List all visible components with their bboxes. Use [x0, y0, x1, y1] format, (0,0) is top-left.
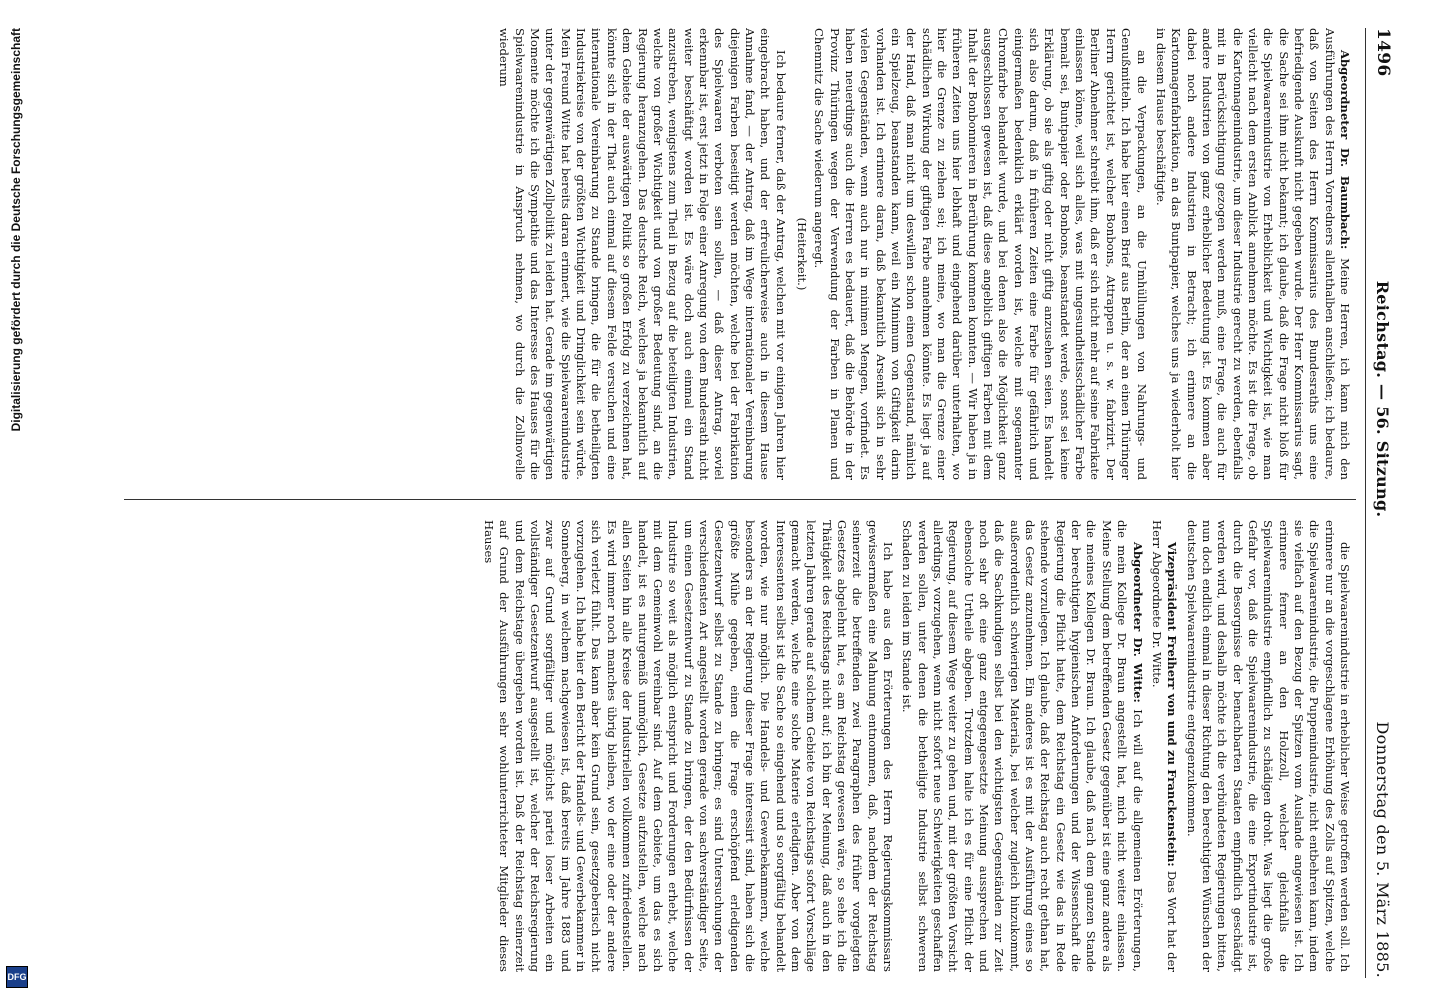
- speaker-name: Vizepräsident Freiherr von und zu Franckenstein:: [1165, 542, 1180, 871]
- paragraph-text: Ich will auf die allgemeinen Erörterungen, die mein Kollege Dr. Braun angestellt hat, mich nicht weiter einlassen. Meine Stellung dem betreffenden Gesetz gegenüber ist eine ganz andere als die meines Kollegen Dr. Braun. Ich glaube, daß nach dem ganzen Stande der berechtigten hygienischen Anforderungen und der Wissenschaft die Regierung die Pflicht hatte, dem Reichstag ein Gesetz wie das in Rede stehende vorzulegen. Ich glaube, daß der Reichstag auch recht gethan hat, das Gesetz anzunehmen. Ein anderes ist es mit der Ausführung eines so außerordentlich schwierigen Materials, bei welcher zugleich hinzukommt, daß die Sachkundigen selbst bei den wichtigsten Gegenständen zur Zeit noch sehr oft eine ganz entgegengesetzte Meinung aussprechen und ebensolche Urtheile abgeben. Trotzdem halte ich es für eine Pflicht der Regierung, auf diesem Wege weiter zu gehen und, mit der größten Vorsicht allerdings, vorzugehen, wenn nicht sofort neue Schwierigkeiten geschaffen werden sollen, unter denen die betheiligte Industrie selbst schweren Schaden zu leiden im Stande ist.: [900, 520, 1145, 972]
- paragraph: [811, 28, 1149, 480]
- stage-direction: (Heiterkeit.): [794, 217, 809, 291]
- page-date: Donnerstag den 5. März 1885.: [1373, 721, 1393, 978]
- scanned-page: [110, 28, 1400, 978]
- column-divider: [124, 499, 1356, 500]
- header-rule: [1365, 28, 1366, 978]
- paragraph: [481, 520, 895, 972]
- paragraph: [1153, 28, 1352, 480]
- speaker-name: Abgeordneter Dr. Witte:: [1130, 542, 1145, 710]
- right-column: [124, 520, 1356, 972]
- dfg-logo: DFG: [6, 966, 28, 988]
- paragraph-text: Das Wort hat der Herr Abgeordnete Dr. Witte.: [1149, 520, 1180, 972]
- paragraph-text: Ich bedaure ferner, daß der Antrag, welchen mit vor einigen Jahren hier eingebracht haben, und der erfreulicherweise auch in diesem Hause Annahme fand, — der Antrag, daß im Wege internationaler Vereinbarung diejenigen Farben beseitigt werden möchten, welche bei der Fabrikation des Spielwaaren verboten sein sollen, — daß dieser Antrag, soviel erkennbar ist, erst jetzt in Folge einer Anregung von dem Bundesrath nicht weiter beschäftigt worden ist. Es wäre doch auch einmal ein Stand anzustreben, wenigstens zum Theil in Bezug auf die beteiligten Industrien, welche von großer Wichtigkeit und von großer Bedeutung sind, an die Regierung heranzugehen. Das deutsche Reich, welches ja bekanntlich auf dem Gebiete der auswärtigen Politik so großen Erfolg zu verzeichnen hat, könnte sich in der That auch einmal auf diesem Felde versuchen und eine internationale Vereinbarung zu Stande bringen, die für die betheiligten Industriekreise von der größten Wichtigkeit und Dringlichkeit sein würde. Mein Freund Witte hat bereits daran erinnert, wie die Spielwaarenindustrie unter der gegenwärtigen Zollpolitik zu leiden hat. Gerade im gegenwärtigen Momente möchte ich die Sympathie und das Interesse des Hauses für die Spielwaarenindustrie in Anspruch nehmen, wo durch die Zollnovelle wiederum: [497, 28, 788, 480]
- paragraph-text: an die Verpackungen, an die Umhüllungen von Nahrungs- und Genußmitteln. Ich habe hier einen Brief aus Berlin, der an einen Thüringer Herrn gerichtet ist, welcher Bonbons, Attrappen u. s. w. fabrizirt. Der Berliner Abnehmer schreibt ihm, daß er sich nicht mehr auf seine Fabrikate einlassen könne, weil sich alles, was mit ungesundheitsschädlicher Farbe bemalt sei, Buntpapier oder Bonbons, beanstandet werde, sonst sei keine Erklärung, ob sie als giftig oder nicht giftig anzusehen seien. Es handelt sich also darum, daß in früheren Zeiten eine Farbe für gefährlich und einigermaßen bedenklich erklärt worden ist, welche mit sogenannter Chromfarbe behandelt wurde, und bei denen also die Möglichkeit ganz ausgeschlossen gewesen ist, daß diese angeblich giftigen Farben mit dem Inhalt der Bonbonnieren in Berührung kommen konnten. — Wir haben ja in früheren Zeiten uns hier lebhaft und eingehend darüber unterhalten, wo hier die Grenze zu ziehen sei; ich meine, wo man die Grenze einer schädlichen Wirkung der giftigen Farbe annehmen könnte. Es liegt ja auf der Hand, daß man nicht um deswillen schon einen Gegenstand, nämlich ein Spielzeug, beanstanden kann, weil ein Minimum von Giftigkeit darin vorhanden ist. Ich erinnere daran, daß bekanntlich Arsenik sich in sehr vielen Gegenständen, wenn auch nur in minimen Mengen, vorfindet. Es haben neuerdings auch die Herren es bedauert, daß die Behörde in der Provinz Thüringen wegen der Verwendung der Farben in Planen und Chemnitz die Sache wiederum angeregt.: [812, 28, 1149, 480]
- page-number: 1496: [1373, 28, 1393, 77]
- paragraph: [1149, 520, 1180, 972]
- paragraph: [1183, 520, 1352, 972]
- paragraph-text: die Spielwaarenindustrie in erheblicher Weise getroffen werden soll. Ich erinnere nur an die vorgeschlagene Erhöhung des Zolls auf Spitzen, welche die Spielwaarenindustrie, die Puppenindustrie, nicht entbehren kann, indem sie vielfach auf den Bezug der Spitzen vom Auslande angewiesen ist. Ich erinnere ferner an den Holzzoll, welcher gleichfalls die Spielwaarenindustrie empfindlich zu schädigen droht. Was liegt die große Gefahr vor, daß die Spielwaarenindustrie, die eine Exportindustrie ist, durch die Besorgnisse der benachbarten Staaten empfindlich geschädigt werden wird, und deshalb möchte ich die verbündeten Regierungen bitten, nun doch endlich einmal in dieser Richtung den berechtigten Wünschen der deutschen Spielwaarenindustrie entgegenzukommen.: [1184, 520, 1352, 972]
- digitization-note-text: Digitalisierung gefördert durch die Deutsche Forschungsgemeinschaft: [9, 28, 23, 432]
- paragraph: [496, 28, 788, 480]
- paragraph-text: Ich habe aus den Erörterungen des Herrn Regierungskommissars gewissermaßen eine Mahnung entnommen, daß, nachdem der Reichstag seinerzeit die betreffenden zwei Paragraphen des früher vorgelegten Gesetzes abgelehnt hat, es am Reichstag gewesen wäre, so sehe ich die Thätigkeit des Reichstags nicht auf; ich bin der Meinung, daß auch in den letzten Jahren gerade auf solchem Gebiete von Reichstags sofort Vorschläge gemacht werden, welche eine solche Materie erledigten. Aber von dem Interessenten selbst ist die Sache so eingehend und so sorgfältig behandelt worden, wie nur möglich. Die Handels- und Gewerbekammern, welche besonders an der Regierung dieser Frage interessirt sind, haben sich die größte Mühe gegeben, einen die Frage erschöpfend erledigenden Gesetzentwurf selbst zu Stande zu bringen; es sind Untersuchungen der verschiedensten Art angestellt worden gerade von sachverständiger Seite, um einen Gesetzentwurf zu Stande zu bringen, der den Bedürfnissen der Industrie so weit als möglich entspricht und Forderungen erhebt, welche mit dem Gemeinwohl vereinbar sind. Auf dem Gebiete, um das es sich handelt, ist es naturgemäß unmöglich, Gesetze aufzustellen, welche nach allen Seiten hin alle Kreise der Industriellen vollkommen zufriedenstellen. Es wird immer noch manches übrig bleiben, wo der eine oder der andere sich verletzt fühlt. Das kann aber kein Grund sein, gesetzgeberisch nicht vorzugehen. Ich habe hier den Bericht der Handels- und Gewerbekammer in Sonneberg, in welchem nachgewiesen ist, daß bereits im Jahre 1883 und zwar auf Grund sorgfältiger und möglichst partei loser Arbeiten ein vollständiger Gesetzentwurf ausgestellt ist, welcher der Reichsregierung und dem Reichstage übergeben worden ist. Daß der Reichstag seinerzeit auf Grund der Ausführungen sehr wohlunterrichteter Mitglieder dieses Hauses: [482, 520, 896, 972]
- digitization-note: [2, 20, 30, 980]
- page-header: [1366, 28, 1400, 978]
- page-title: Reichstag. — 56. Sitzung.: [1373, 280, 1393, 518]
- paragraph-text: Meine Herren, ich kann mich den Ausführungen des Herrn Vorredners allenthalben anschließen; ich bedaure, daß von Seiten des Herrn Kommissarius des Bundesraths uns eine befriedigende Auskunft nicht gegeben wurde. Der Herr Kommissarius sagt, die Sache sei ihm nicht bekannt; ich glaube, daß die Frage nicht bloß für die Spielwaarenindustrie von Erheblichkeit und Wichtigkeit ist, wie man vielleicht nach dem ersten Anblick annehmen möchte. Es ist die Frage, ob die Kartonnagenindustrie, um dieser Industrie gerecht zu werden, ebenfalls mit in Berücksichtigung gezogen werden muß, eine Frage, die auch für andere Industrien von ganz erheblicher Bedeutung ist. Es kommen aber dabei noch andere Industrien in Betracht; ich erinnere an die Kartonnagenfabrikation, an das Buntpapier, welches uns ja wiederholt hier in diesem Hause beschäftigte.: [1153, 28, 1352, 480]
- left-column: [124, 28, 1356, 480]
- paragraph: [899, 520, 1145, 972]
- speaker-name: Abgeordneter Dr. Baumbach:: [1338, 50, 1352, 259]
